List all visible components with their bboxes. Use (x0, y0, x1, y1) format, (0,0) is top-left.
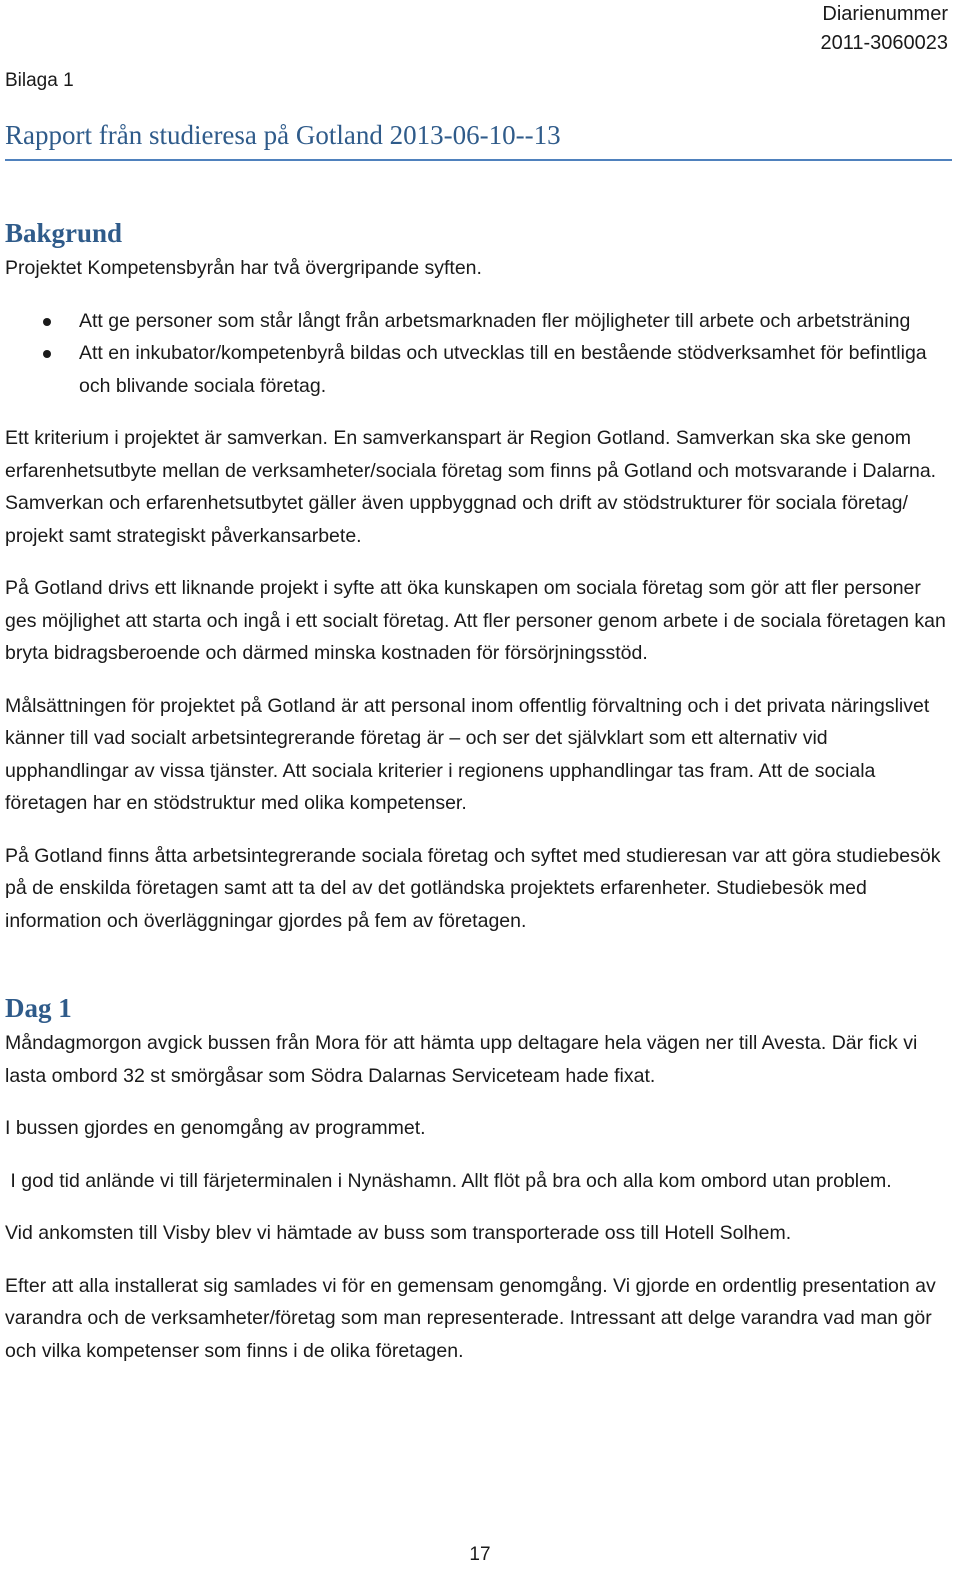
page-number: 17 (469, 1544, 491, 1565)
document-body (5, 214, 950, 1387)
paragraph: I bussen gjordes en genomgång av programmet. (5, 1117, 426, 1139)
bullet-dot-icon (43, 350, 51, 358)
paragraph: Måndagmorgon avgick bussen från Mora för att hämta upp deltagare hela vägen ner till Avesta. Där fick vi lasta ombord 32 st smörgåsar som Södra Dalarnas Serviceteam hade fixat. (5, 1032, 918, 1087)
bullet-item (5, 337, 950, 402)
diarie-number: 2011-3060023 (820, 32, 948, 54)
paragraph: Vid ankomsten till Visby blev vi hämtade av buss som transporterade oss till Hotell Solhem. (5, 1222, 792, 1244)
paragraph: Ett kriterium i projektet är samverkan. En samverkanspart är Region Gotland. Samverkan ska ske genom erfarenhetsutbyte mellan de verksamheter/sociala företag som finns på Gotland och motsvarande i Dalarna. Samverkan och erfarenhetsutbytet gäller även uppbyggnad och drift av stödstrukturer för sociala företag/ projekt samt strategiskt påverkansarbete. (5, 427, 937, 547)
paragraph: Målsättningen för projektet på Gotland är att personal inom offentlig förvaltning och i det privata näringslivet känner till vad socialt arbetsintegrerande företag är – och ser det självklart som ett alternativ vid upphandlingar av vissa tjänster. Att sociala kriterier i regionens upphandlingar tas fram. Att de sociala företagen har en stödstruktur med olika kompetenser. (5, 694, 930, 814)
bullet-text: Att ge personer som står långt från arbetsmarknaden fler möjligheter till arbete och arbetsträning (79, 309, 911, 332)
bakgrund-intro: Projektet Kompetensbyrån har två övergripande syften. (5, 257, 482, 279)
bakgrund-bullet-list (5, 305, 950, 403)
paragraph: Efter att alla installerat sig samlades vi för en gemensam genomgång. Vi gjorde en ordentlig presentation av varandra och de verksamheter/företag som man representerade. Intressant att delge varandra vad man gör och vilka kompetenser som finns i de olika företagen. (5, 1274, 936, 1362)
bullet-item (5, 305, 950, 338)
paragraph: I god tid anlände vi till färjeterminalen i Nynäshamn. Allt flöt på bra och alla kom ombord utan problem. (5, 1169, 892, 1192)
paragraph: På Gotland finns åtta arbetsintegrerande sociala företag och syftet med studieresan var att göra studiebesök på de enskilda företagen samt att ta del av det gotländska projektets erfarenheter. Studiebesök med information och överläggningar gjordes på fem av företagen. (5, 844, 941, 932)
heading-dag-1: Dag 1 (5, 993, 72, 1023)
bilaga-label: Bilaga 1 (5, 70, 74, 91)
heading-bakgrund: Bakgrund (5, 218, 123, 248)
diarie-block (820, 0, 948, 58)
bullet-text: Att en inkubator/kompetenbyrå bildas och utvecklas till en bestående stödverksamhet för befintliga och blivande sociala företag. (79, 342, 927, 397)
bullet-dot-icon (43, 318, 51, 326)
diarie-label: Diarienummer (822, 3, 948, 25)
paragraph: På Gotland drivs ett liknande projekt i syfte att öka kunskapen om sociala företag som gör att fler personer ges möjlighet att starta och ingå i ett socialt företag. Att fler personer genom arbete i de sociala företagen kan bryta bidragsberoende och därmed minska kostnaden för försörjningsstöd. (5, 577, 946, 664)
document-title: Rapport från studieresa på Gotland 2013-06-10--13 (5, 120, 952, 161)
